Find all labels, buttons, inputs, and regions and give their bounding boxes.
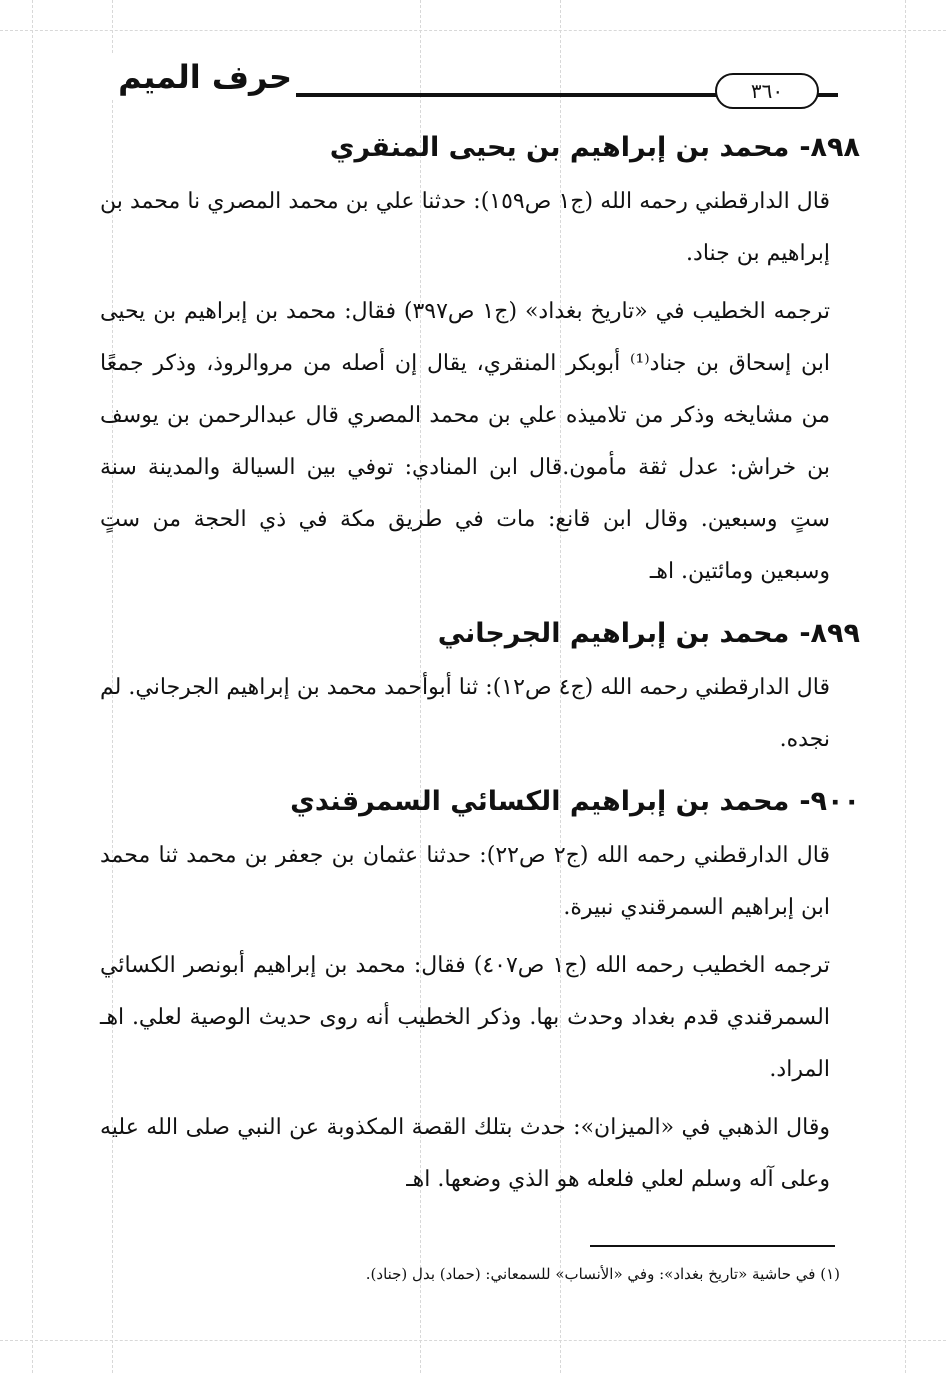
page-number: ٣٦٠ xyxy=(715,73,819,109)
entry-paragraph: ترجمه الخطيب رحمه الله (ج١ ص٤٠٧) فقال: محمد بن إبراهيم أبونصر الكسائي السمرقندي قدم بغداد وحدث بها. وذكر الخطيب أنه روى حديث الوصية لعلي. اهـ المراد. xyxy=(100,953,830,1082)
entry-name: محمد بن إبراهيم الكسائي السمرقندي xyxy=(290,786,790,817)
entry-number: ٩٠٠- xyxy=(799,786,860,817)
footnote-rule xyxy=(590,1245,835,1247)
entry-paragraph: ترجمه الخطيب في «تاريخ بغداد» (ج١ ص٣٩٧) فقال: محمد بن إبراهيم بن يحيى ابن إسحاق بن جناد⁽¹⁾ أبوبكر المنقري، يقال إن أصله من مروالروذ، وذكر جمعًا من مشايخه وذكر من تلاميذه علي بن محمد المصري قال عبدالرحمن بن يوسف بن خراش: عدل ثقة مأمون.قال ابن المنادي: توفي بين السيالة والمدينة سنة ستٍ وسبعين. وقال ابن قانع: مات في طريق مكة في ذي الحجة من ستٍ وسبعين ومائتين. اهـ xyxy=(100,299,831,584)
entry-899 xyxy=(100,606,860,774)
entry-heading xyxy=(100,606,860,662)
entry-number: ٨٩٩- xyxy=(799,618,860,649)
scan-guide-line xyxy=(32,0,33,1373)
entry-paragraph: قال الدارقطني رحمه الله (ج٢ ص٢٢): حدثنا عثمان بن جعفر بن محمد ثنا محمد ابن إبراهيم السمرقندي نبيرة. xyxy=(100,843,830,920)
entry-number: ٨٩٨- xyxy=(799,132,860,163)
scan-guide-line xyxy=(905,0,906,1373)
entry-paragraph: وقال الذهبي في «الميزان»: حدث بتلك القصة المكذوبة عن النبي صلى الله عليه وعلى آله وسلم لعلي فلعله هو الذي وضعها. اهـ xyxy=(100,1115,830,1192)
entry-name: محمد بن إبراهيم بن يحيى المنقري xyxy=(329,132,790,163)
entry-900 xyxy=(100,774,860,1206)
entry-paragraph: قال الدارقطني رحمه الله (ج٤ ص١٢): ثنا أبوأحمد محمد بن إبراهيم الجرجاني. لم نجده. xyxy=(100,675,830,752)
entry-898 xyxy=(100,120,860,606)
entry-heading xyxy=(100,120,860,176)
entry-name: محمد بن إبراهيم الجرجاني xyxy=(437,618,790,649)
scan-guide-line xyxy=(0,1340,946,1341)
scan-guide-line xyxy=(0,30,946,31)
entry-heading xyxy=(100,774,860,830)
entry-paragraph: قال الدارقطني رحمه الله (ج١ ص١٥٩): حدثنا علي بن محمد المصري نا محمد بن إبراهيم بن جناد. xyxy=(100,189,831,266)
running-title: حرف الميم xyxy=(98,55,296,99)
footnote: (١) في حاشية «تاريخ بغداد»: وفي «الأنساب» للسمعاني: (حماد) بدل (جناد). xyxy=(365,1265,840,1283)
page-content xyxy=(100,120,860,1206)
